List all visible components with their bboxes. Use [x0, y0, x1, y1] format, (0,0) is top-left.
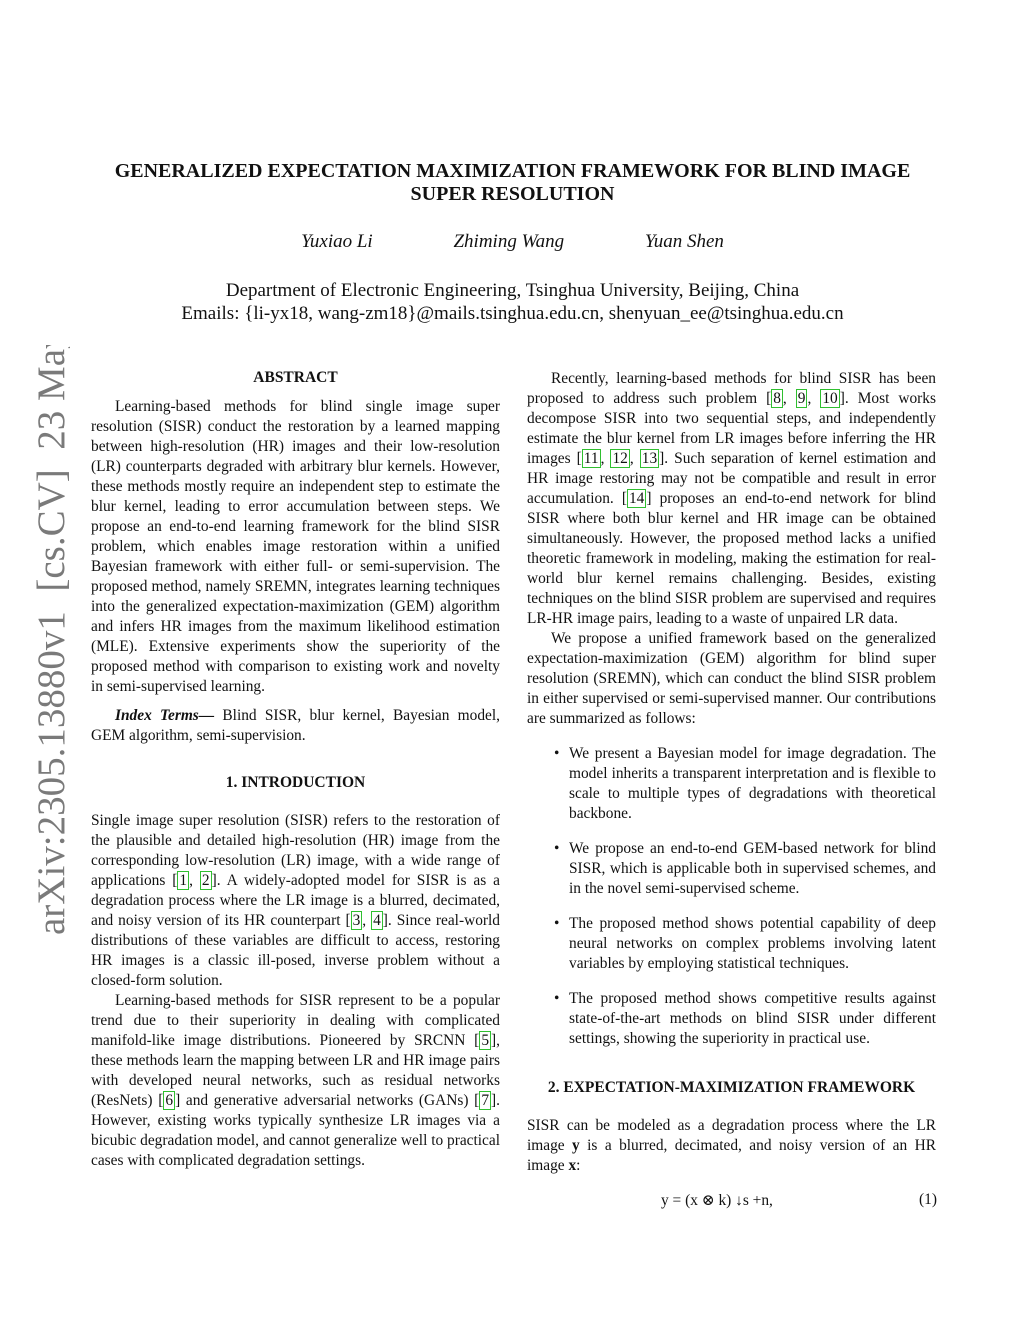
citation-link[interactable]: 6: [165, 1092, 174, 1109]
affiliation: Department of Electronic Engineering, Tsinghua University, Beijing, China: [225, 280, 800, 301]
left-column: [91, 368, 500, 1171]
citation-link[interactable]: 12: [612, 450, 628, 467]
title-line-2: SUPER RESOLUTION: [410, 183, 615, 205]
affiliation-block: [60, 279, 965, 325]
intro-paragraph-1: Single image super resolution (SISR) refers to the restoration of the plausible and detailed high-resolution (HR) image from the corresponding low-resolution (LR) image, with a wide range of applications [ 1 , 2 ]. A widely-adopted model for SISR is as a degradation process where the LR image is a blurred, decimated, and noisy version of its HR counterpart [ 3 , 4 ]. Since real-world distributions of these variables are difficult to access, restoring HR images is a classic ill-posed, inverse problem without a closed-form solution.: [91, 812, 500, 989]
citation-link[interactable]: 1: [179, 872, 188, 889]
citation-link[interactable]: 3: [352, 912, 361, 929]
abstract-text: Learning-based methods for blind single image super resolution (SISR) conduct the restoration by a learned mapping between high-resolution (HR) images and their low-resolution (LR) counterparts degraded with arbitrary blur kernels. However, these methods mostly require an independent step to estimate the blur kernel, leading to error accumulation between steps. We propose an end-to-end learning framework for the blind SISR problem, which enables image restoration within a unified Bayesian framework with either full- or semi-supervision. The proposed method, namely SREMN, integrates learning techniques into the generalized expectation-maximization (GEM) algorithm and infers HR images from the maximum likelihood estimation (MLE). Extensive experiments show the superiority of the proposed method with comparison to existing work and novelty in semi-supervised learning.: [91, 398, 500, 695]
list-item: • The proposed method shows potential capability of deep neural networks on complex problems involving latent variables by employing statistical techniques.: [554, 915, 936, 972]
intro-heading: 1. INTRODUCTION: [225, 774, 366, 791]
list-item: • We propose an end-to-end GEM-based network for blind SISR, which is applicable both in supervised schemes, and in the novel semi-supervised scheme.: [554, 840, 936, 897]
author-name: Yuxiao Li: [301, 231, 373, 252]
citation-link[interactable]: 9: [797, 390, 806, 407]
index-terms: [91, 706, 500, 746]
bullet-icon: •: [554, 915, 560, 932]
citation-link[interactable]: 11: [583, 450, 599, 467]
paper-title: [90, 160, 935, 206]
list-item: • The proposed method shows competitive results against state-of-the-art methods on blind SISR under different settings, showing the superiority in practical use.: [554, 990, 936, 1047]
bullet-icon: •: [554, 990, 560, 1007]
citation-link[interactable]: 2: [201, 872, 210, 889]
equation-body: y = (x ⊗ k) ↓s +n,: [661, 1192, 773, 1209]
contribution-list: [527, 744, 936, 1049]
arxiv-stamp-text: arXiv:2305.13880v1 [cs.CV] 23 May 2023: [30, 345, 70, 935]
variable-y: y: [572, 1137, 580, 1154]
citation-link[interactable]: 8: [773, 390, 781, 407]
intro-paragraph-2: Learning-based methods for SISR represent to be a popular trend due to their superiority in dealing with complicated manifold-like image distributions. Pioneered by SRCNN [ 5 ], these methods learn the mapping between LR and HR image pairs with developed neural networks, such as residual networks (ResNets) [ 6 ] and generative adversarial networks (GANs) [ 7 ]. However, existing works typically synthesize LR images via a bicubic degradation model, and cannot generalize well to practical cases with complicated degradation settings.: [91, 992, 500, 1169]
em-paragraph-1: SISR can be modeled as a degradation process where the LR image y is a blurred, decimated, and noisy version of an HR image x:: [527, 1117, 937, 1174]
citation-link[interactable]: 5: [481, 1032, 490, 1049]
intro-paragraph-3: Recently, learning-based methods for blind SISR has been proposed to address such problem [ 8 , 9 , 10 ]. Most works decompose SISR into two sequential steps, and independently estimate the blur kernel from LR images before inferring the HR images [ 11 , 12 , 13 ]. Such separation of kernel estimation and HR image restoring may not be compatible and result in error accumulation. [ 14 ] proposes an end-to-end network for blind SISR where both blur kernel and HR image can be obtained simultaneously. However, the proposed method lacks a unified theoretic framework in modeling, making the estimation for real-world blur kernel remains challenging. Besides, existing techniques on the blind SISR problem are supervised and requires LR-HR image pairs, leading to a waste of unpaired LR data.: [527, 370, 936, 627]
author-list: [90, 231, 935, 253]
title-line-1: GENERALIZED EXPECTATION MAXIMIZATION FRAMEWORK FOR BLIND IMAGE: [114, 160, 911, 182]
em-section-heading: 2. EXPECTATION-MAXIMIZATION FRAMEWORK: [547, 1079, 916, 1096]
index-terms-text: Blind SISR, blur kernel, Bayesian model, GEM algorithm, semi-supervision.: [91, 707, 500, 744]
variable-x: x: [568, 1157, 577, 1174]
citation-link[interactable]: 10: [822, 390, 838, 407]
right-column: [527, 369, 936, 1176]
author-name: Yuan Shen: [644, 231, 724, 252]
citation-link[interactable]: 4: [373, 912, 381, 929]
emails: Emails: {li-yx18, wang-zm18}@mails.tsinghua.edu.cn, shenyuan_ee@tsinghua.edu.cn: [181, 303, 844, 324]
list-item: • We present a Bayesian model for image degradation. The model inherits a transparent interpretation and is flexible to scale to multiple types of degradations with theoretical backbone.: [554, 745, 936, 822]
arxiv-identifier-stamp: [30, 345, 70, 945]
bullet-icon: •: [554, 840, 560, 857]
intro-paragraph-4: We propose a unified framework based on the generalized expectation-maximization (GEM) algorithm for blind super resolution (SREMN), which can conduct the blind SISR problem in either supervised or semi-supervised manner. Our contributions are summarized as follows:: [527, 630, 936, 727]
index-terms-label: Index Terms—: [115, 707, 215, 724]
author-name: Zhiming Wang: [453, 231, 565, 252]
bullet-icon: •: [554, 745, 560, 762]
citation-link[interactable]: 13: [641, 450, 658, 467]
citation-link[interactable]: 7: [481, 1092, 490, 1109]
equation-number: (1): [919, 1191, 937, 1208]
citation-link[interactable]: 14: [628, 490, 645, 507]
abstract-heading: ABSTRACT: [253, 369, 338, 386]
